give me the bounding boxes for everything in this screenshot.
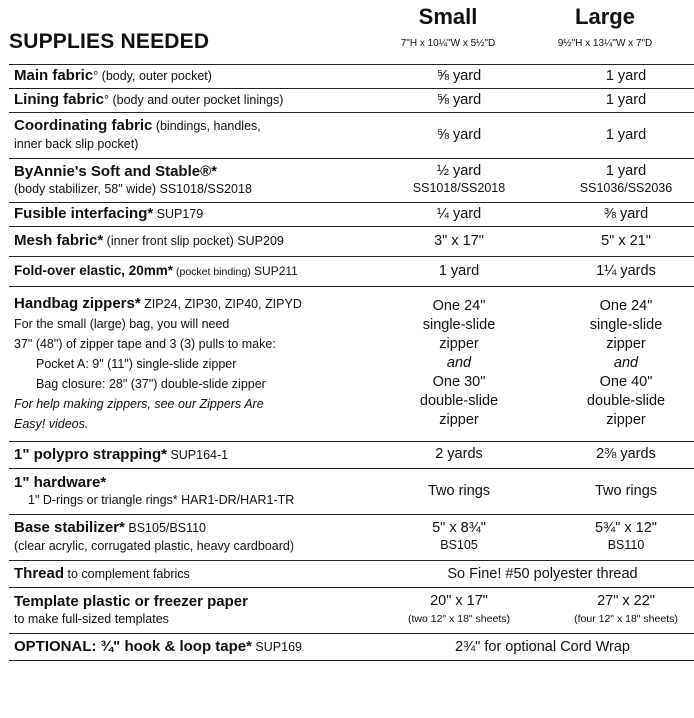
item-title: Coordinating fabric	[14, 117, 153, 134]
small-cell	[374, 287, 541, 442]
item-cell	[9, 287, 374, 442]
large-cell	[541, 515, 694, 561]
item-desc: (body, outer pocket)	[98, 69, 212, 83]
small-cell	[374, 159, 541, 203]
large-value: 5¾" x 12"	[595, 520, 657, 536]
item-desc: (body stabilizer, 58" wide) SS1018/SS2018	[14, 181, 252, 196]
large-value: single-slide	[589, 317, 663, 333]
small-cell: ⅝ yard	[374, 65, 541, 89]
item-cell	[9, 442, 374, 469]
large-value: 1 yard	[605, 163, 647, 179]
table-row	[9, 634, 694, 661]
small-note: (two 12" x 18" sheets)	[407, 612, 510, 625]
item-cell	[9, 113, 374, 159]
item-desc: 1" D-rings or triangle rings* HAR1-DR/HAR1-TR	[28, 492, 295, 507]
column-small-dims: 7"H x 10¼"W x 5½"D	[400, 38, 496, 49]
large-cell: 2⅜ yards	[541, 442, 694, 469]
small-value: ½ yard	[436, 163, 482, 179]
item-title: Template plastic or freezer paper	[14, 592, 248, 610]
item-title: Mesh fabric*	[14, 232, 104, 249]
small-cell: ⅝ yard	[374, 89, 541, 113]
item-title: 1" hardware*	[14, 473, 107, 491]
item-code: SUP179	[153, 207, 204, 221]
both-cell: So Fine! #50 polyester thread	[374, 561, 694, 588]
item-cell	[9, 203, 374, 227]
small-value: 20" x 17"	[430, 592, 488, 609]
table-row	[9, 65, 694, 89]
item-cell	[9, 588, 374, 634]
item-desc: 37" (48") of zipper tape and 3 (3) pulls to make:	[14, 336, 276, 351]
column-header-large	[530, 4, 680, 51]
item-note: Easy! videos.	[14, 416, 89, 431]
large-cell: ⅜ yard	[541, 203, 694, 227]
item-desc: (body and outer pocket linings)	[109, 93, 284, 107]
small-cell: 1 yard	[374, 257, 541, 287]
large-cell	[541, 287, 694, 442]
item-desc: For the small (large) bag, you will need	[14, 316, 230, 331]
item-title: Handbag zippers*	[14, 294, 141, 312]
small-cell: Two rings	[374, 469, 541, 515]
large-cell: 1 yard	[541, 113, 694, 159]
table-row	[9, 113, 694, 159]
column-large-dims: 9½"H x 13¼"W x 7"D	[557, 38, 653, 49]
item-desc: Bag closure: 28" (37") double-slide zipper	[36, 376, 266, 391]
table-row	[9, 561, 694, 588]
large-value: 27" x 22"	[597, 592, 655, 609]
large-value: double-slide	[586, 393, 666, 409]
item-cell	[9, 257, 374, 287]
large-value: and	[613, 355, 639, 371]
item-title: Fusible interfacing*	[14, 205, 154, 222]
item-code: SUP211	[250, 263, 298, 278]
item-desc: to complement fabrics	[64, 566, 190, 581]
column-large-name: Large	[575, 4, 635, 29]
small-value: and	[446, 355, 472, 371]
small-cell: ⅝ yard	[374, 113, 541, 159]
table-row	[9, 257, 694, 287]
large-code: SS1036/SS2036	[579, 181, 673, 195]
large-value: zipper	[606, 336, 646, 352]
item-code: SUP164-1	[166, 447, 229, 462]
column-small-name: Small	[418, 4, 478, 29]
item-title: OPTIONAL: ¾" hook & loop tape*	[14, 637, 252, 655]
item-code: ZIP24, ZIP30, ZIP40, ZIPYD	[140, 296, 302, 311]
large-value: One 24"	[599, 298, 653, 314]
small-value: One 24"	[432, 298, 486, 314]
item-code: SUP169	[251, 639, 302, 654]
column-header-small	[373, 4, 523, 51]
table-row	[9, 227, 694, 257]
large-cell: 1 yard	[541, 65, 694, 89]
small-cell: 2 yards	[374, 442, 541, 469]
large-cell	[541, 159, 694, 203]
item-cell	[9, 89, 374, 113]
item-desc: Pocket A: 9" (11") single-slide zipper	[36, 356, 237, 371]
item-desc: to make full-sized templates	[14, 611, 169, 626]
large-cell: Two rings	[541, 469, 694, 515]
large-code: BS110	[607, 538, 645, 552]
item-cell	[9, 469, 374, 515]
item-desc: (bindings, handles,	[152, 119, 261, 133]
small-value: double-slide	[419, 393, 499, 409]
page-title: SUPPLIES NEEDED	[9, 30, 210, 53]
item-title: Base stabilizer*	[14, 519, 125, 536]
large-value: zipper	[606, 412, 646, 428]
item-mark: °	[104, 93, 109, 107]
large-cell: 5" x 21"	[541, 227, 694, 257]
item-cell	[9, 227, 374, 257]
item-cell	[9, 159, 374, 203]
item-desc: (inner front slip pocket)	[103, 234, 234, 248]
item-cell	[9, 561, 374, 588]
small-cell: ¼ yard	[374, 203, 541, 227]
item-cell	[9, 634, 374, 661]
item-desc: (clear acrylic, corrugated plastic, heavy cardboard)	[14, 539, 294, 553]
large-value: One 40"	[599, 374, 653, 390]
small-cell	[374, 515, 541, 561]
supplies-table	[9, 64, 694, 661]
item-code: SUP209	[233, 234, 284, 248]
table-row	[9, 203, 694, 227]
small-value: single-slide	[422, 317, 496, 333]
item-desc: inner back slip pocket)	[14, 137, 139, 151]
table-row	[9, 469, 694, 515]
item-mark: °	[93, 69, 99, 83]
table-row	[9, 515, 694, 561]
item-title: Fold-over elastic, 20mm*	[14, 262, 174, 278]
table-row	[9, 287, 694, 442]
item-title: Lining fabric	[14, 91, 104, 108]
item-code: BS105/BS110	[124, 521, 206, 535]
large-cell: 1 yard	[541, 89, 694, 113]
both-cell: 2¾" for optional Cord Wrap	[374, 634, 694, 661]
small-value: 5" x 8¾"	[432, 520, 486, 536]
item-desc: (pocket binding)	[173, 265, 251, 278]
item-title: Thread	[14, 564, 65, 582]
large-cell: 1¼ yards	[541, 257, 694, 287]
small-value: zipper	[439, 336, 479, 352]
small-cell: 3" x 17"	[374, 227, 541, 257]
item-title: Main fabric	[14, 67, 94, 84]
large-cell	[541, 588, 694, 634]
item-title: 1" polypro strapping*	[14, 445, 167, 463]
small-cell	[374, 588, 541, 634]
table-row	[9, 89, 694, 113]
item-title: ByAnnie's Soft and Stable®*	[14, 162, 217, 180]
small-code: BS105	[440, 538, 478, 552]
table-row	[9, 442, 694, 469]
item-cell	[9, 515, 374, 561]
small-code: SS1018/SS2018	[412, 181, 506, 195]
table-row	[9, 159, 694, 203]
small-value: zipper	[439, 412, 479, 428]
table-row	[9, 588, 694, 634]
small-value: One 30"	[432, 374, 486, 390]
large-note: (four 12" x 18" sheets)	[574, 612, 678, 625]
item-note: For help making zippers, see our Zippers Are	[14, 396, 264, 411]
item-cell	[9, 65, 374, 89]
